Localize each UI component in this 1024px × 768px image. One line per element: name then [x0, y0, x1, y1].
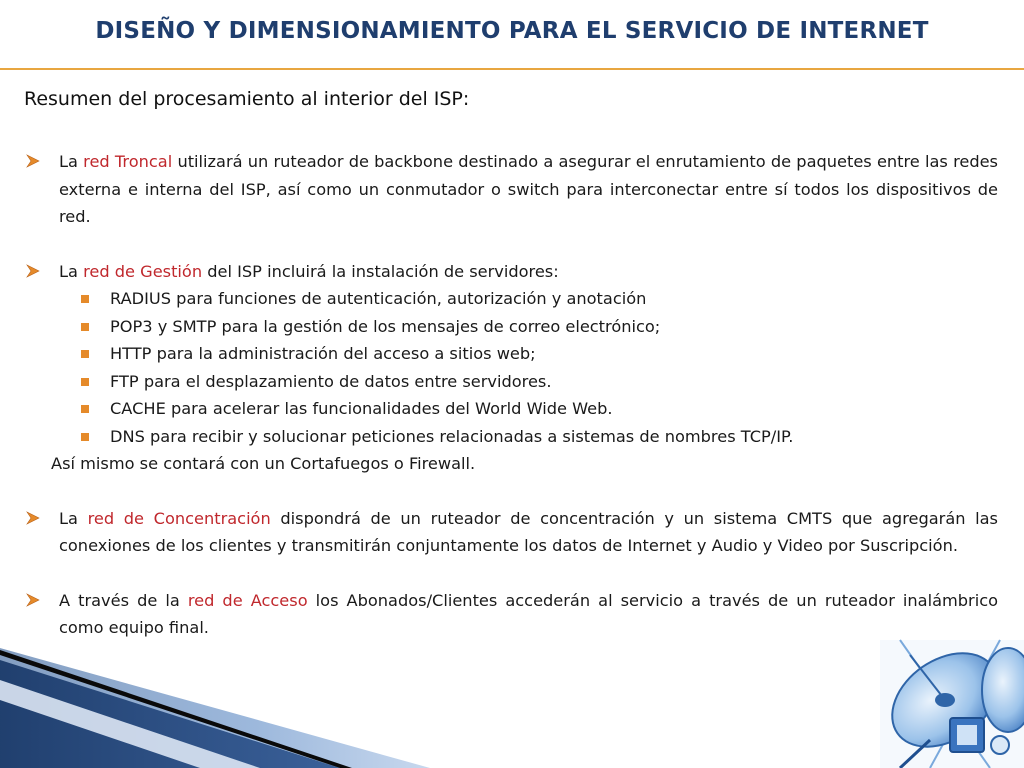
paragraph-prefix: La [59, 152, 84, 171]
list-item-text: DNS para recibir y solucionar peticiones relacionadas a sistemas de nombres TCP/IP. [110, 426, 794, 446]
list-item-text: HTTP para la administración del acceso a sitios web; [110, 344, 536, 363]
paragraph-text: dispondrá de un ruteador de concentración y un sistema CMTS que agregarán las conexiones de los clientes y transmitirán conjuntamente los datos de Internet y Audio y Video por Suscripción. [59, 508, 998, 555]
highlight-red-concentracion: red de Concentración [87, 508, 271, 528]
list-item-text: CACHE para acelerar las funcionalidades del World Wide Web. [110, 399, 613, 418]
firewall-note: Así mismo se contará con un Cortafuegos o Firewall. [51, 454, 476, 473]
paragraph-prefix: La [59, 261, 84, 281]
list-item-text: RADIUS para funciones de autenticación, autorización y anotación [110, 289, 647, 308]
paragraph-text: utilizará un ruteador de backbone destinado a asegurar el enrutamiento de paquetes entre las redes externa e interna del ISP, así como un conmutador o switch para interconectar entre sí todos los dispositivos de red. [59, 152, 998, 226]
highlight-red-troncal: red Troncal [83, 152, 173, 171]
paragraph-prefix: La [59, 508, 88, 528]
list-item-text: FTP para el desplazamiento de datos entre servidores. [110, 371, 552, 391]
list-item-text: POP3 y SMTP para la gestión de los mensajes de correo electrónico; [110, 316, 661, 336]
slide-title: DISEÑO Y DIMENSIONAMIENTO PARA EL SERVICIO DE INTERNET [95, 18, 929, 44]
paragraph-prefix: A través de la [59, 590, 188, 610]
highlight-red-gestion: red de Gestión [83, 261, 203, 281]
paragraph-text: los Abonados/Clientes accederán al servicio a través de un ruteador inalámbrico como equipo final. [59, 590, 999, 637]
section-subtitle: Resumen del procesamiento al interior del ISP: [24, 88, 470, 110]
highlight-red-acceso: red de Acceso [187, 590, 308, 610]
paragraph-text: del ISP incluirá la instalación de servidores: [202, 261, 559, 281]
